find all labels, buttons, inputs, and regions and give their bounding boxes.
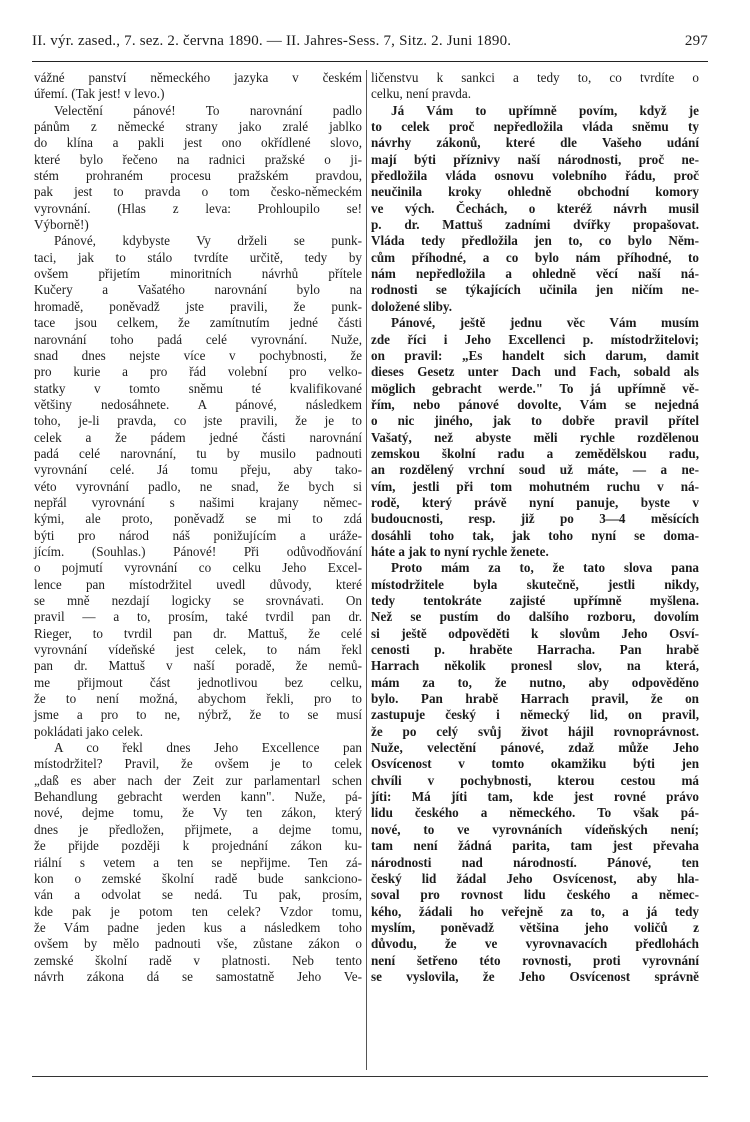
text-line: riální s vetem a ten se nepřijme. Ten zá- [34,854,362,870]
text-line: vyrovnání. (Hlas z leva: Prohloupilo se! [34,200,362,216]
text-line: háte a jak to nyní rychle ženete. [371,543,549,559]
text-line: soval pro rovnost lidu českého a němec- [371,887,699,903]
text-line: lence pan místodržitel uvedl důvody, které [34,576,362,592]
text-line: o nic jiného, jak to dobře pravil přítel [371,413,699,429]
text-line: ovšem přijetím minoritních návrhů přítele [34,266,362,282]
text-line: úřemí. (Tak jest! v levo.) [34,86,165,102]
text-line: ovšem by mělo padnouti vše, zůstane zákon o [34,936,362,952]
text-line: bylo. Pan hrabě Harrach pravil, že on [371,691,699,707]
text-line: důvodu, že ve vyrovnavacích předlohách [371,936,699,952]
text-line: cům příhodné, a co bylo nám příhodné, to [371,249,699,265]
text-line: pánům z německé strany jako zralé jablko [34,119,362,135]
text-line: Behandlung gebracht werden kann". Nuže, pá- [34,789,362,805]
text-line: chvíli v pochybnosti, kterou cestou má [371,772,699,788]
text-line: Kučery a Vašatého narovnání bylo na [34,282,362,298]
text-line: mají býti příznivy naší národnosti, proč ne- [371,151,699,167]
text-line: nové, to ve vyrovnáních vídeňských není; [371,821,699,837]
text-line: toho, je-li pravda, co jste pravili, že je to [34,413,362,429]
text-line: řím, nebo pánové dovolte, Vám se nejedná [371,396,699,412]
text-line: pravil — a to, prosím, také tvrdil pan dr. [34,609,362,625]
text-line: Velectění pánové! To narovnání padlo [54,102,362,118]
text-line: lidu českého a německého. To však pá- [371,805,699,821]
text-line: Pánové, ještě jednu věc Vám musím [391,315,699,331]
text-line: že Vám padne jeden kus a následkem toho [34,919,362,935]
text-line: zde říci i Jeho Excellenci p. místodržitelovi; [371,331,699,347]
text-line: si ještě odpověděti k slovům Jeho Osví- [371,625,699,641]
text-line: pak jest to pravda o tom česko-německém [34,184,362,200]
text-line: jsme a pro to ne, nýbrž, že to se musí [34,707,362,723]
text-line: vyrovnání vídeňské jest celek, to nám řekl [34,642,362,658]
right-column [371,70,699,985]
text-line: vím, jestli při tom mohutném ruchu v ná- [371,478,699,494]
text-line: statky v tomto sněmu té kvalifikované [34,380,362,396]
text-line: ván a odvolat se nedá. Tu pak, prosím, [34,887,362,903]
text-line: dieses Gesetz unter Dach und Fach, sobald als [371,364,699,380]
text-line: Já Vám to upřímně povím, když je [391,102,699,118]
text-line: předložila vláda osnovu volebního řádu, proč [371,168,699,184]
text-line: Pánové, kdybyste Vy drželi se punk- [54,233,362,249]
text-line: návrhy zákonů, které dle Vašeho udání [371,135,699,151]
text-line: dnes je předložen, přijmete, a dejme tomu, [34,821,362,837]
text-line: že po celý svůj život hájil rovnoprávnost. [371,723,699,739]
text-line: nám nepředložila a ohledně věcí naší ná- [371,266,699,282]
text-line: Než se pustím do dalšího rozboru, dovolím [371,609,699,625]
text-line: se mně nezdají logicky se srovnávati. On [34,593,362,608]
text-line: zemské školní radě v platnosti. Neb tento [34,952,362,968]
text-line: to celek proč nepředložila vláda sněmu ty [371,119,699,135]
text-line: kon o zemské školní radě bude sankciono- [34,870,362,886]
text-line: není šetřeno této rovnosti, proti vyrovnání [371,952,699,968]
text-line: se vyslovila, že Jeho Osvícenost správně [371,968,699,984]
bottom-rule [32,1076,708,1077]
text-line: Harrach několik pronesl slov, na která, [371,658,699,674]
text-line: on pravil: „Es handelt sich darum, damit [371,347,699,363]
running-header [32,33,708,55]
text-line: Výborně!) [34,217,89,233]
text-line: doložené sliby. [371,298,453,314]
text-line: vážné panství německého jazyka v českém [34,70,362,85]
text-line: nové, dejme tomu, že Vy ten zákon, který [34,805,362,821]
text-line: celek a že pádem jedné části narovnání [34,429,362,445]
text-line: býti pro národ náš ponižujícím a uráže- [34,527,362,543]
text-line: rodnosti se týkajících učinila jen ničím ne- [371,282,699,298]
text-line: český lid žádal Jeho Osvícenost, aby hla- [371,870,699,886]
text-line: Vláda tedy předložila jen to, co bylo Něm- [371,233,699,249]
text-line: tace jsou celkem, že zamítnutím jedné části [34,315,362,331]
text-line: vyrovnání celé. Já tomu přeju, aby tako- [34,462,362,478]
text-line: cenosti p. hraběte Harracha. Pan hrabě [371,642,699,658]
text-line: zemskou školní radu a zemědělskou radu, [371,445,699,461]
text-line: tedy tentokráte zajisté upřímně myšlena. [371,593,699,608]
text-line: pokládati jako celek. [34,723,144,739]
text-line: jícím. (Souhlas.) Pánové! Při odůvodňování [34,543,362,559]
text-line: stém prohraném procesu pražském pravdou, [34,168,362,184]
text-line: národnosti nad národností. Pánové, ten [371,854,699,870]
text-line: „daß es aber nach der Zeit zur parlamentarl schen [34,772,362,788]
text-line: celku, není pravda. [371,86,471,102]
text-line: A co řekl dnes Jeho Excellence pan [54,740,362,756]
left-column [34,70,362,985]
text-line: že přijde později k projednání zákon ku- [34,838,362,854]
text-line: jíti: Má jíti tam, kde jest rovné právo [371,789,699,805]
text-line: mám za to, že nutno, aby odpověděno [371,674,699,690]
text-line: nepřál vyrovnání s našimi krajany němec- [34,494,362,510]
column-divider [366,70,367,1070]
text-line: do klína a pakli jest ono okřídlené slovo, [34,135,362,151]
running-head-title: II. výr. zased., 7. sez. 2. června 1890. — II. Jahres-Sess. 7, Sitz. 2. Juni 1890. [32,33,512,49]
text-line: p. dr. Mattuš zadními dvířky propašovat. [371,217,699,233]
text-line: snad dnes nejste více v pochybnosti, že [34,347,362,363]
text-line: Proto mám za to, že tato slova pana [391,560,699,576]
text-line: Nuže, velectění pánové, zdaž může Jeho [371,740,699,756]
text-line: kého, žádali ho veřejně za to, a já tedy [371,903,699,919]
text-line: narovnání toho padá celé vyrovnání. Nuže, [34,331,362,347]
text-line: Vašatý, než abyste měli rychle rozdělenou [371,429,699,445]
text-line: návrh zákona dá se samostatně Jeho Ve- [34,968,362,984]
text-line: Osvícenost v tomto okamžiku býti jen [371,756,699,772]
text-line: tam není žádná parita, tam jest převaha [371,838,699,854]
text-line: o pojmutí vyrovnání co celku Jeho Excel- [34,560,362,576]
text-line: budoucnosti, resp. již po 3—4 měsících [371,511,699,527]
text-line: taci, jak to stálo tvrdíte určitě, tedy by [34,249,362,265]
text-line: místodržitele byla skutečně, jestli nikdy, [371,576,699,592]
text-line: rodě, který právě nyní panuje, byste v [371,494,699,510]
text-line: véto vyrovnání padlo, ne snad, že bych si [34,478,362,494]
text-line: myslím, poněvadž většina jeho voličů z [371,919,699,935]
text-line: me přijmout část jednotlivou bez celku, [34,674,362,690]
text-line: an rozdělený vrchní soud už máte, — a ne- [371,462,699,478]
text-line: ličenstvu k sankci a tedy to, co tvrdíte o [371,70,699,85]
header-rule [32,61,708,62]
text-line: neučinila kroky ohledně obchodní komory [371,184,699,200]
page-number: 297 [684,33,708,49]
text-line: padá celé narovnání, tu by musilo padnouti [34,445,362,461]
text-line: hromadě, poněvadž jste pravili, že punk- [34,298,362,314]
text-line: möglich gebracht werde." To já upřímně vě- [371,380,699,396]
text-line: pro kurie a pro řád volební pro velko- [34,364,362,380]
text-line: že to není možná, abychom řekli, pro to [34,691,362,707]
text-line: kde pak je potom ten celek? Vzdor tomu, [34,903,362,919]
text-line: kými, ale proto, poněvadž se mi to zdá [34,511,362,527]
text-line: ve vých. Čechách, o kteréž návrh musil [371,200,699,216]
text-line: pan dr. Mattuš v naší poradě, že nemů- [34,658,362,674]
text-line: dosáhli toho tak, jak toho nyní se doma- [371,527,699,543]
text-line: které bylo řečeno na radnici pražské o ji- [34,151,362,167]
text-line: zastupuje český i německý lid, on pravil, [371,707,699,723]
text-line: místodržitel? Pravil, že ovšem je to celek [34,756,362,772]
text-line: Rieger, to tvrdil pan dr. Mattuš, že celé [34,625,362,641]
text-line: většiny nedosáhnete. A pánové, následkem [34,396,362,412]
